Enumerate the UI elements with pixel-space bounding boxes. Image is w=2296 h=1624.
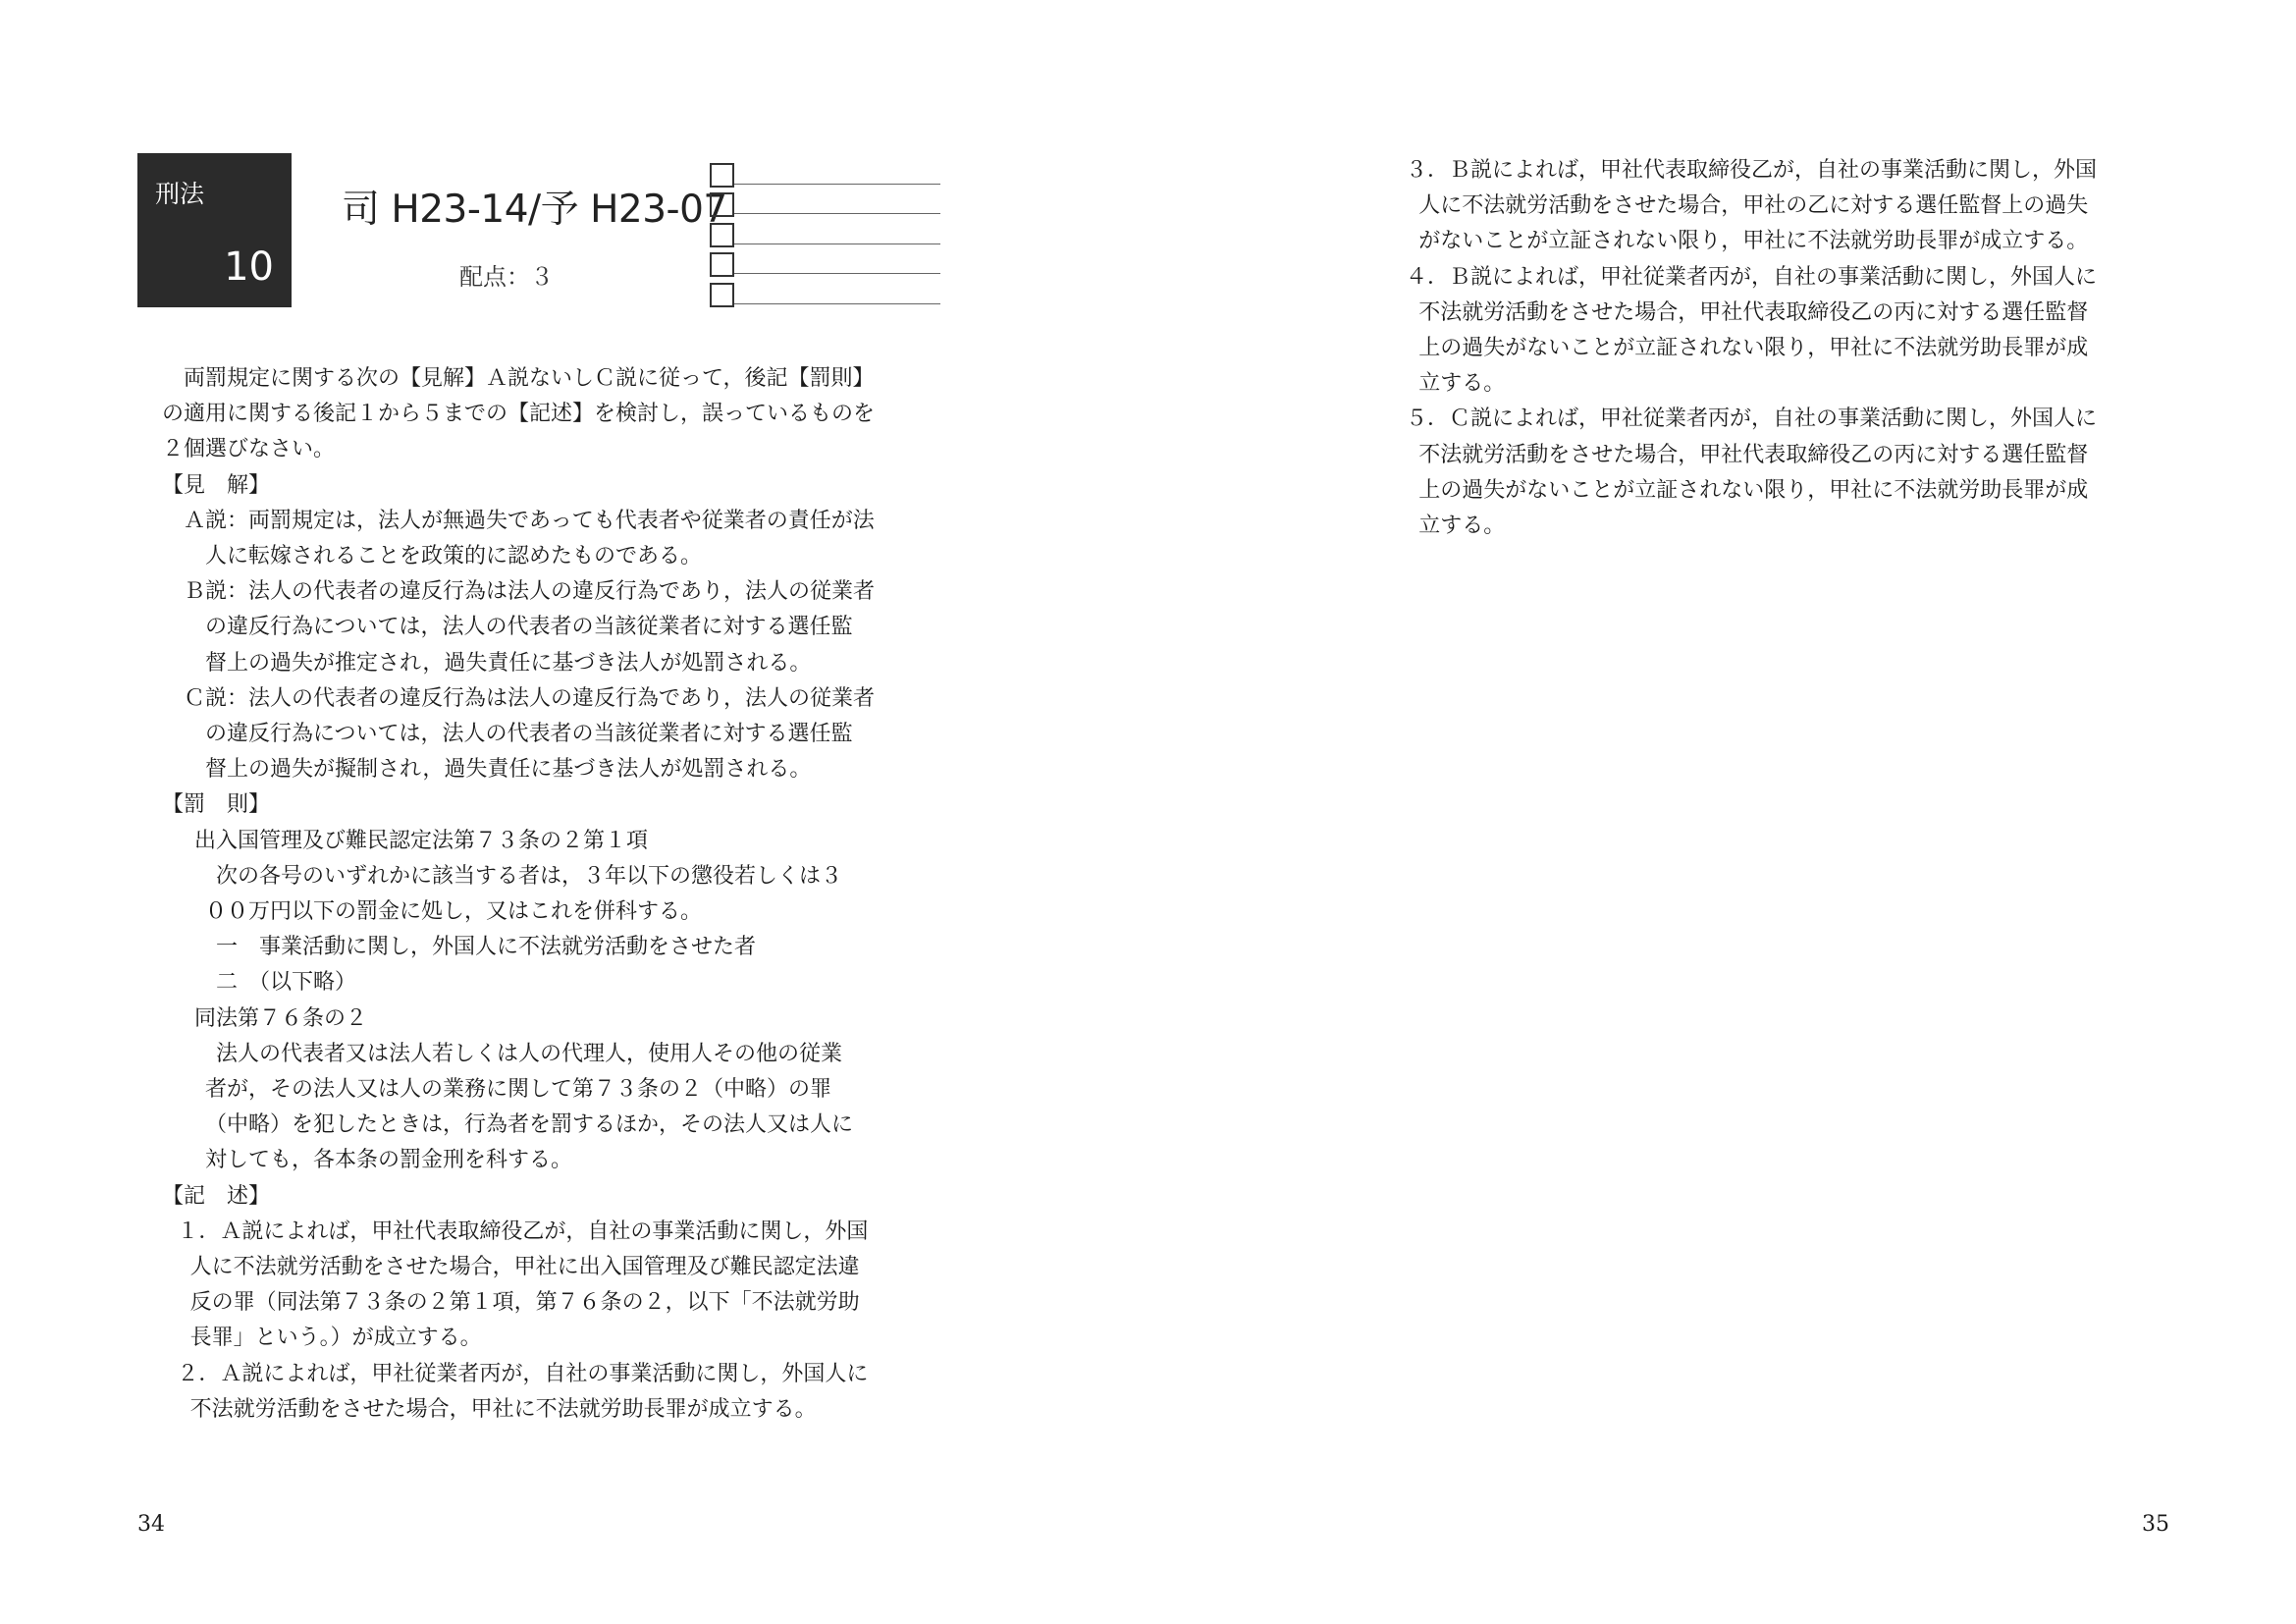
text-line: 反の罪（同法第７３条の２第１項，第７６条の２，以下「不法就労助 xyxy=(189,1290,860,1316)
text-line: ３．Ｂ説によれば，甲社代表取締役乙が，自社の事業活動に関し，外国 xyxy=(1406,158,2098,183)
check-line xyxy=(734,213,940,214)
text-line: 督上の過失が擬制され，過失責任に基づき法人が処罰される。 xyxy=(205,757,812,783)
text-line: 両罰規定に関する次の【見解】Ａ説ないしＣ説に従って，後記【罰則】 xyxy=(184,366,875,391)
text-line: 二 （以下略） xyxy=(216,970,357,996)
subject-label: 刑法 xyxy=(155,180,205,208)
text-line: ５．Ｃ説によれば，甲社従業者丙が，自社の事業活動に関し，外国人に xyxy=(1406,406,2098,432)
text-line: 出入国管理及び難民認定法第７３条の２第１項 xyxy=(194,828,649,853)
text-line: １．Ａ説によれば，甲社代表取締役乙が，自社の事業活動に関し，外国 xyxy=(177,1218,869,1244)
check-line xyxy=(734,184,940,185)
text-line: ２．Ａ説によれば，甲社従業者丙が，自社の事業活動に関し，外国人に xyxy=(177,1361,869,1386)
text-line: Ａ説：両罰規定は，法人が無過失であっても代表者や従業者の責任が法 xyxy=(184,508,875,533)
check-row xyxy=(710,157,940,188)
text-line: （中略）を犯したときは，行為者を罰するほか，その法人又は人に xyxy=(205,1112,854,1138)
text-line: 立する。 xyxy=(1418,371,1506,397)
text-line: 人に転嫁されることを政策的に認めたものである。 xyxy=(205,544,703,569)
text-line: 者が，その法人又は人の業務に関して第７３条の２（中略）の罪 xyxy=(205,1077,832,1103)
check-row xyxy=(710,277,940,307)
page-number-left: 34 xyxy=(137,1512,165,1537)
text-line: 督上の過失が推定され，過失責任に基づき法人が処罰される。 xyxy=(205,650,812,676)
check-row xyxy=(710,217,940,247)
text-line: 人に不法就労活動をさせた場合，甲社に出入国管理及び難民認定法違 xyxy=(189,1255,860,1280)
check-line xyxy=(734,273,940,274)
text-line: Ｃ説：法人の代表者の違反行為は法人の違反行為であり，法人の従業者 xyxy=(184,685,876,711)
question-number: 10 xyxy=(224,244,274,290)
text-line: 次の各号のいずれかに該当する者は，３年以下の懲役若しくは３ xyxy=(216,863,843,889)
text-line: の違反行為については，法人の代表者の当該従業者に対する選任監 xyxy=(205,722,853,747)
text-line: 対しても，各本条の罰金刑を科する。 xyxy=(205,1148,573,1173)
text-line: 不法就労活動をさせた場合，甲社代表取締役乙の丙に対する選任監督 xyxy=(1418,442,2089,467)
text-line: の適用に関する後記１から５までの【記述】を検討し，誤っているものを xyxy=(162,402,876,427)
text-line: 上の過失がないことが立証されない限り，甲社に不法就労助長罪が成 xyxy=(1418,336,2089,361)
answer-options-continued xyxy=(1406,153,2235,544)
score-label: 配点：３ xyxy=(459,263,554,291)
text-line: 立する。 xyxy=(1418,514,1506,539)
text-line: 【見 解】 xyxy=(162,472,271,498)
text-line: 同法第７６条の２ xyxy=(194,1005,368,1031)
checkbox[interactable] xyxy=(710,223,734,247)
text-line: 【記 述】 xyxy=(162,1183,271,1209)
text-line: 人に不法就労活動をさせた場合，甲社の乙に対する選任監督上の過失 xyxy=(1418,193,2089,219)
check-list xyxy=(710,157,940,307)
check-line xyxy=(734,303,940,304)
question-body xyxy=(162,361,967,1428)
text-line: 一 事業活動に関し，外国人に不法就労活動をさせた者 xyxy=(216,935,757,960)
text-line: ４．Ｂ説によれば，甲社従業者丙が，自社の事業活動に関し，外国人に xyxy=(1406,264,2098,290)
text-line: がないことが立証されない限り，甲社に不法就労助長罪が成立する。 xyxy=(1418,229,2089,254)
text-line: 不法就労活動をさせた場合，甲社代表取締役乙の丙に対する選任監督 xyxy=(1418,299,2089,325)
question-id: 司 H23-14/予 H23-07 xyxy=(342,188,727,232)
right-page xyxy=(1148,0,2296,1624)
text-line: ００万円以下の罰金に処し，又はこれを併科する。 xyxy=(205,899,703,925)
subject-badge xyxy=(137,153,292,307)
checkbox[interactable] xyxy=(710,252,734,277)
text-line: 長罪」という。）が成立する。 xyxy=(189,1326,482,1351)
text-line: 上の過失がないことが立証されない限り，甲社に不法就労助長罪が成 xyxy=(1418,477,2089,503)
checkbox[interactable] xyxy=(710,192,734,217)
text-line: 【罰 則】 xyxy=(162,792,271,818)
page-number-right: 35 xyxy=(2142,1512,2169,1537)
text-line: 不法就労活動をさせた場合，甲社に不法就労助長罪が成立する。 xyxy=(189,1396,817,1422)
checkbox[interactable] xyxy=(710,283,734,307)
text-line: Ｂ説：法人の代表者の違反行為は法人の違反行為であり，法人の従業者 xyxy=(184,579,876,605)
text-line: 法人の代表者又は法人若しくは人の代理人，使用人その他の従業 xyxy=(216,1041,843,1066)
check-row xyxy=(710,247,940,278)
text-line: の違反行為については，法人の代表者の当該従業者に対する選任監 xyxy=(205,615,853,640)
checkbox[interactable] xyxy=(710,163,734,188)
check-row xyxy=(710,188,940,218)
text-line: ２個選びなさい。 xyxy=(162,437,336,462)
